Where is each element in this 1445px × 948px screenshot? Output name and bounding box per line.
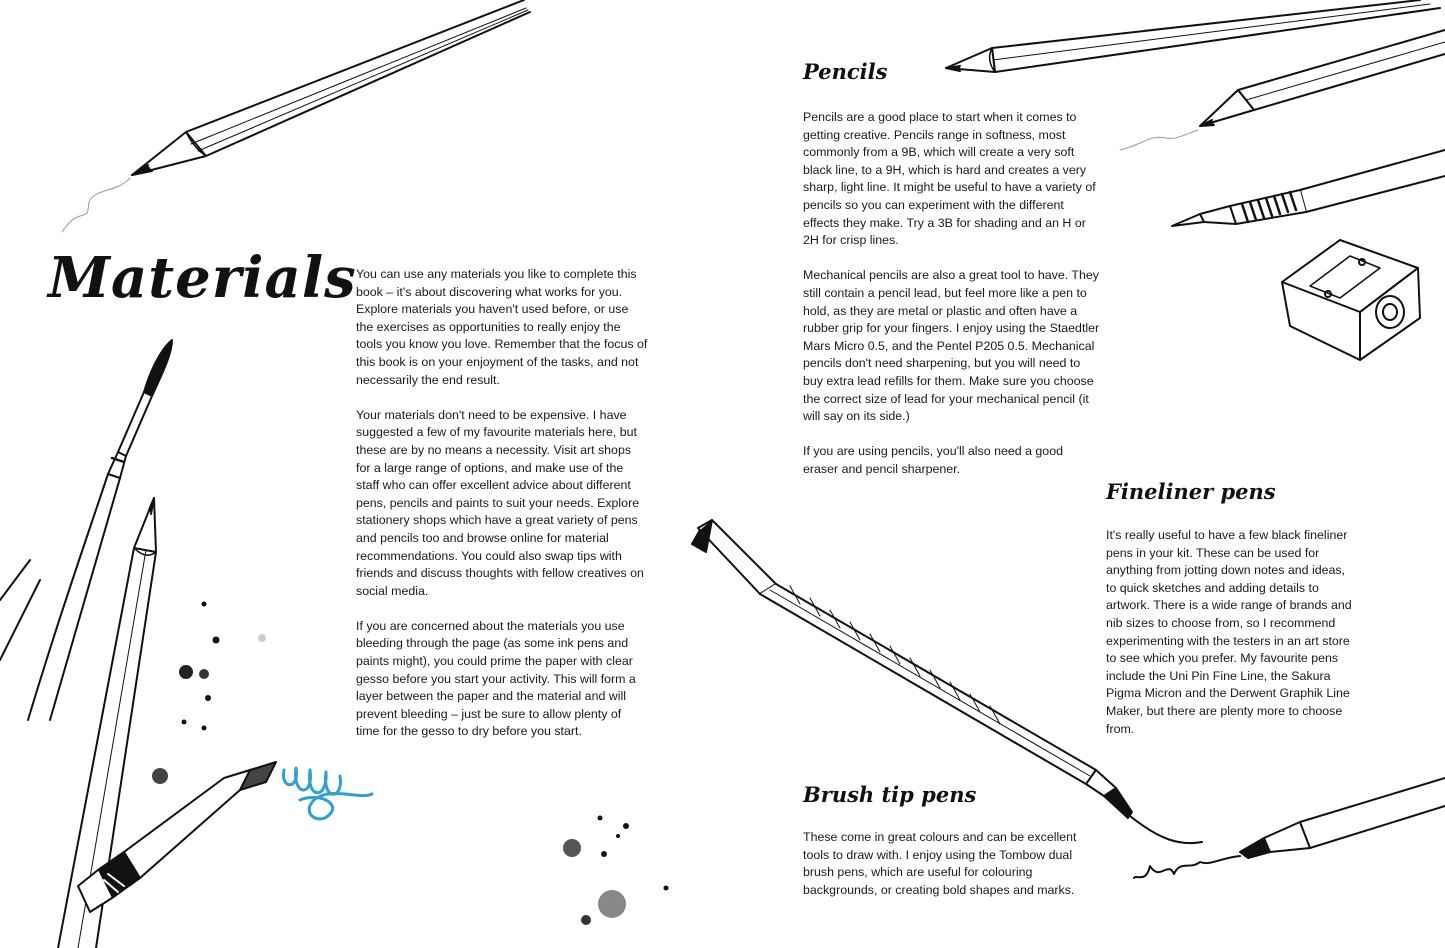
blue-scribble-icon [283, 768, 372, 819]
fineliner-paragraph: It's really useful to have a few black fineliner pens in your kit. These can be used for anything from jotting down notes and ideas, to quick sketches and adding details to artwork. There is a wide range of brands and nib sizes to choose from, so I recommend experimenting with the testers in an art store to see which you prefer. My favourite pens include the Uni Pin Fine Line, the Sakura Pigma Micron and the Derwent Graphik Line Maker, but there are plenty more to choose from. [1106, 528, 1352, 736]
pencils-paragraph: Mechanical pencils are also a great tool to have. They still contain a pencil lead, but feel more like a pen to hold, as they are metal or plastic and often have a rubber grip for your fingers. I enjoy using the Staedtler Mars Micro 0.5, and the Pentel P205 0.5. Mechanical pencils don't need sharpening, but you will need to buy extra lead refills for them. Make sure you choose the correct size of lead for your mechanical pencil (it will say on its side.) [803, 268, 1100, 424]
page-title: Materials [48, 245, 357, 311]
pencil-sharpener-icon [1282, 240, 1420, 360]
pencil-top-left-icon [62, 0, 530, 232]
fineliner-heading: Fineliner pens [1106, 479, 1276, 504]
pencils-paragraph: If you are using pencils, you'll also need a good eraser and pencil sharpener. [803, 444, 1063, 476]
fineliner-pen-bottom-icon [1134, 778, 1445, 878]
fineliner-text [1106, 527, 1358, 738]
intro-paragraph: If you are concerned about the materials you use bleeding through the page (as some ink pens and paints might), you could prime the paper with clear gesso before you start your activity. This will form a layer between the paper and the material and will prevent bleeding – just be sure to allow plenty of time for the gesso to dry before you start. [356, 618, 636, 739]
crayon-icon [78, 762, 276, 912]
brush-heading: Brush tip pens [803, 782, 977, 807]
mechanical-pencil-icon [1172, 150, 1445, 226]
pencil-left-edge-icon [0, 560, 40, 660]
intro-text [356, 266, 648, 741]
pencils-paragraph: Pencils are a good place to start when it comes to getting creative. Pencils range in softness, most commonly from a 9B, which will create a very soft black line, to a 9H, which is hard and creates a very sharp, light line. It might be useful to have a variety of pencils so you can experiment with the different effects they make. Try a 3B for shading and an H or 2H for crisp lines. [803, 110, 1096, 248]
intro-paragraph: Your materials don't need to be expensive. I have suggested a few of my favourite materials here, but these are by no means a necessity. Visit art shops for a large range of options, and make use of the staff who can offer excellent advice about different pens, pencils and paints to suit your needs. Explore stationery shops which have a great variety of pens and pencils too and browse online for material recommendations. You could also swap tips with friends and discuss thoughts with fellow creatives on social media. [356, 407, 644, 598]
pencils-text [803, 109, 1101, 478]
intro-paragraph: You can use any materials you like to complete this book – it's about discovering what works for you. Explore materials you haven't used before, or use the exercises as opportunities to really enjoy the tools you know you love. Remember that the focus of this book is on your enjoyment of the tasks, and not necessarily the end result. [356, 267, 648, 387]
pencils-heading: Pencils [803, 59, 888, 84]
brush-paragraph: These come in great colours and can be excellent tools to draw with. I enjoy using the Tombow dual brush pens, which are useful for colouring backgrounds, or creating bold shapes and marks. [803, 830, 1077, 897]
brush-text [803, 829, 1093, 899]
